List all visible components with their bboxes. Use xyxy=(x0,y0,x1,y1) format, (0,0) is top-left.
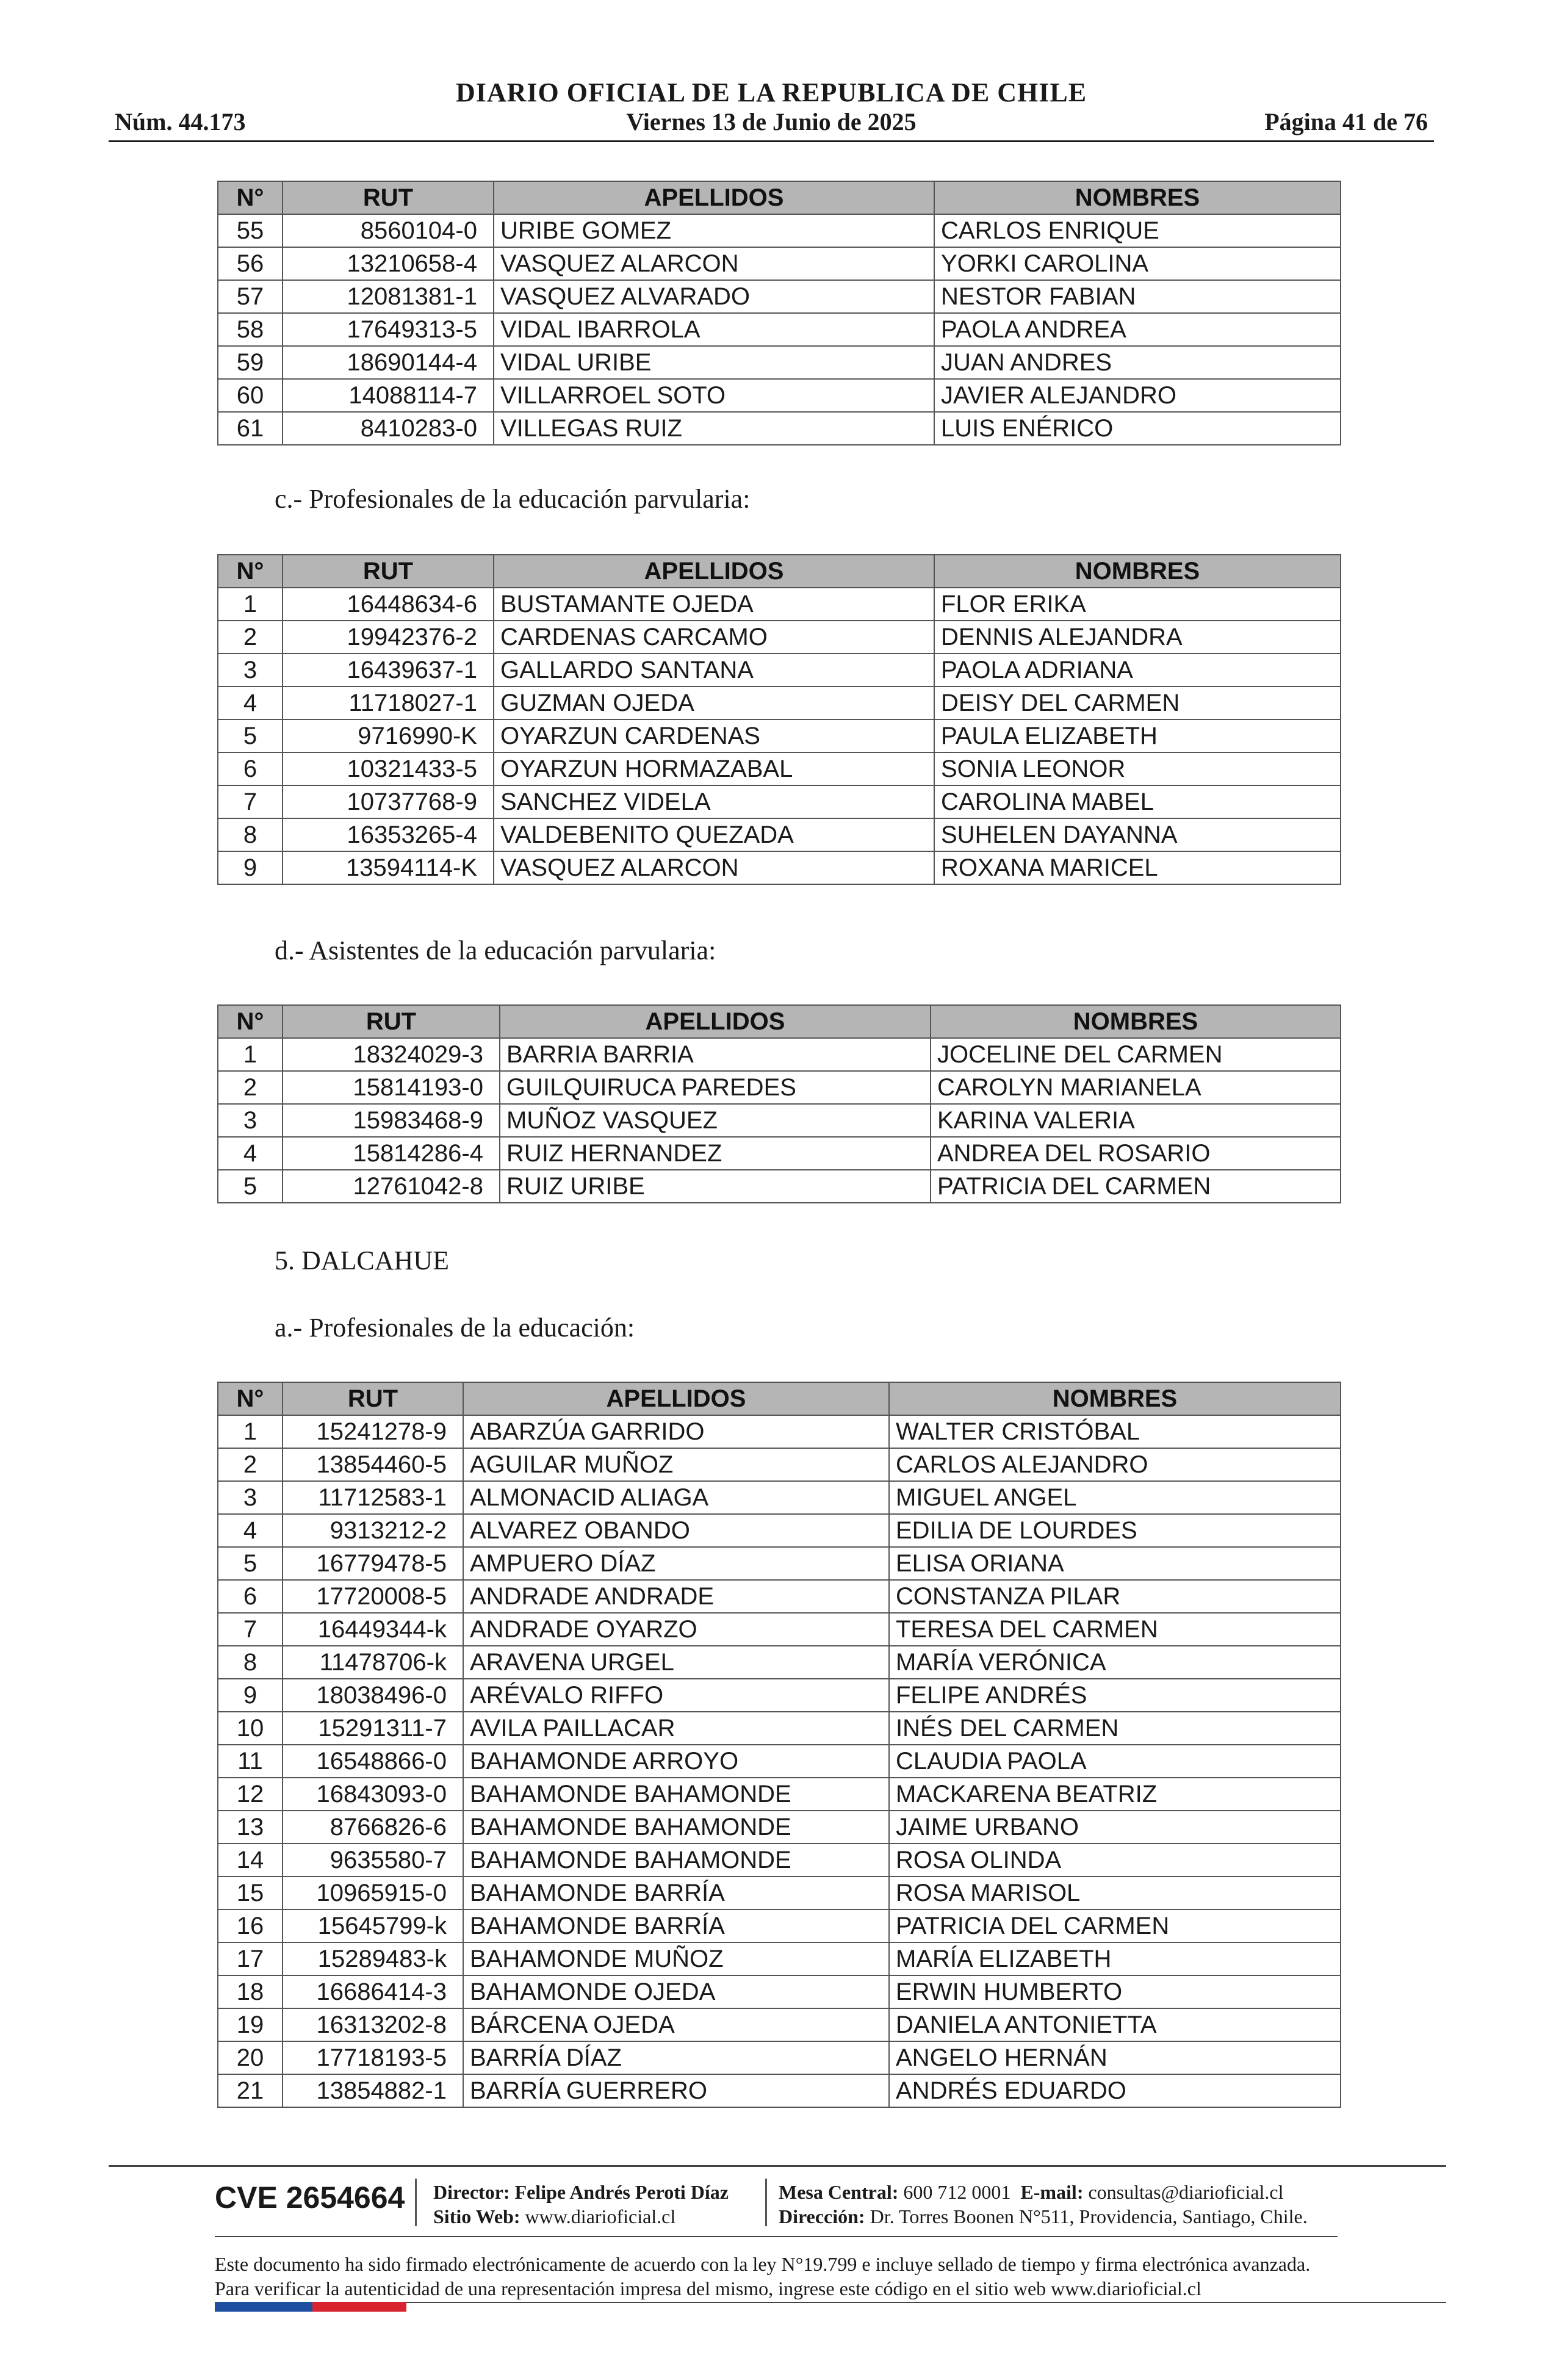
cell-apellidos: VASQUEZ ALARCON xyxy=(494,851,934,884)
col-header-number: N° xyxy=(218,1382,283,1415)
legal-notice: Este documento ha sido firmado electrónicamente de acuerdo con la ley N°19.799 e incluye sellado de tiempo y firma electrónica avanzada. Para verificar la autenticidad de una representación impresa del mismo, ingrese este código en el sitio web www.diarioficial.cl xyxy=(215,2253,1311,2299)
email-label: E-mail: xyxy=(1020,2181,1084,2203)
col-header-nombres: NOMBRES xyxy=(934,555,1341,588)
col-header-apellidos: APELLIDOS xyxy=(494,181,934,214)
cell-nombres: CAROLINA MABEL xyxy=(934,785,1341,818)
cell-number: 3 xyxy=(218,1104,283,1137)
website-label: Sitio Web: xyxy=(433,2205,520,2227)
cell-nombres: ROXANA MARICEL xyxy=(934,851,1341,884)
cell-rut: 16439637-1 xyxy=(283,654,494,687)
cell-number: 8 xyxy=(218,1646,283,1679)
cell-nombres: PAOLA ANDREA xyxy=(934,313,1341,346)
cell-nombres: SUHELEN DAYANNA xyxy=(934,818,1341,851)
mesa-label: Mesa Central: xyxy=(779,2181,899,2203)
cell-nombres: KARINA VALERIA xyxy=(931,1104,1341,1137)
cell-number: 5 xyxy=(218,1170,283,1203)
header-divider xyxy=(109,140,1434,142)
cell-apellidos: CARDENAS CARCAMO xyxy=(494,621,934,654)
cell-nombres: ANDREA DEL ROSARIO xyxy=(931,1137,1341,1170)
section-heading-dalcahue: 5. DALCAHUE xyxy=(275,1246,449,1275)
cell-rut: 9635580-7 xyxy=(283,1844,463,1877)
section-heading-d: d.- Asistentes de la educación parvularia: xyxy=(275,936,716,965)
cell-nombres: MARÍA ELIZABETH xyxy=(889,1942,1341,1975)
cell-rut: 11718027-1 xyxy=(283,687,494,719)
cell-nombres: INÉS DEL CARMEN xyxy=(889,1712,1341,1745)
cell-number: 9 xyxy=(218,1679,283,1712)
cell-number: 2 xyxy=(218,621,283,654)
table-row xyxy=(218,2074,1341,2107)
cell-apellidos: BAHAMONDE BAHAMONDE xyxy=(463,1844,889,1877)
col-header-nombres: NOMBRES xyxy=(934,181,1341,214)
footer-bottom-divider xyxy=(406,2302,1446,2303)
cell-nombres: ROSA OLINDA xyxy=(889,1844,1341,1877)
table-row xyxy=(218,412,1341,445)
cell-apellidos: BAHAMONDE OJEDA xyxy=(463,1975,889,2008)
cell-nombres: ANGELO HERNÁN xyxy=(889,2041,1341,2074)
col-header-rut: RUT xyxy=(283,1382,463,1415)
table-row xyxy=(218,1170,1341,1203)
cell-number: 21 xyxy=(218,2074,283,2107)
cell-nombres: ERWIN HUMBERTO xyxy=(889,1975,1341,2008)
table-row xyxy=(218,1877,1341,1909)
table-header-row xyxy=(218,181,1341,214)
cell-number: 3 xyxy=(218,1481,283,1514)
cell-nombres: JAVIER ALEJANDRO xyxy=(934,379,1341,412)
table-row xyxy=(218,1613,1341,1646)
address-text: Dr. Torres Boonen N°511, Providencia, Santiago, Chile. xyxy=(870,2205,1308,2227)
cell-nombres: PAULA ELIZABETH xyxy=(934,719,1341,752)
col-header-nombres: NOMBRES xyxy=(931,1005,1341,1038)
mesa-phone: 600 712 0001 xyxy=(903,2181,1011,2203)
director-name: Felipe Andrés Peroti Díaz xyxy=(514,2181,729,2203)
cell-apellidos: BAHAMONDE MUÑOZ xyxy=(463,1942,889,1975)
cell-nombres: PAOLA ADRIANA xyxy=(934,654,1341,687)
cell-number: 14 xyxy=(218,1844,283,1877)
cell-nombres: JUAN ANDRES xyxy=(934,346,1341,379)
cell-apellidos: ANDRADE ANDRADE xyxy=(463,1580,889,1613)
cell-nombres: CARLOS ENRIQUE xyxy=(934,214,1341,247)
table-parvularia-profesionales xyxy=(217,554,1341,885)
col-header-number: N° xyxy=(218,181,283,214)
cell-rut: 16779478-5 xyxy=(283,1547,463,1580)
cell-apellidos: BAHAMONDE BARRÍA xyxy=(463,1909,889,1942)
cell-number: 60 xyxy=(218,379,283,412)
cell-nombres: ELISA ORIANA xyxy=(889,1547,1341,1580)
table-row xyxy=(218,1137,1341,1170)
cell-apellidos: BAHAMONDE BAHAMONDE xyxy=(463,1811,889,1844)
cell-number: 10 xyxy=(218,1712,283,1745)
page-number: Página 41 de 76 xyxy=(1264,108,1428,135)
table-row xyxy=(218,1514,1341,1547)
col-header-apellidos: APELLIDOS xyxy=(500,1005,931,1038)
cell-number: 5 xyxy=(218,719,283,752)
cell-apellidos: VIDAL IBARROLA xyxy=(494,313,934,346)
table-row xyxy=(218,214,1341,247)
cell-rut: 12761042-8 xyxy=(283,1170,500,1203)
cell-rut: 10321433-5 xyxy=(283,752,494,785)
table-dalcahue-profesionales xyxy=(217,1382,1341,2108)
cell-nombres: FELIPE ANDRÉS xyxy=(889,1679,1341,1712)
cell-apellidos: RUIZ URIBE xyxy=(500,1170,931,1203)
cell-apellidos: URIBE GOMEZ xyxy=(494,214,934,247)
cell-apellidos: GUZMAN OJEDA xyxy=(494,687,934,719)
cell-apellidos: ARAVENA URGEL xyxy=(463,1646,889,1679)
cell-rut: 13854460-5 xyxy=(283,1448,463,1481)
cell-nombres: CARLOS ALEJANDRO xyxy=(889,1448,1341,1481)
table-row xyxy=(218,313,1341,346)
cell-rut: 16353265-4 xyxy=(283,818,494,851)
cell-apellidos: VASQUEZ ALARCON xyxy=(494,247,934,280)
cell-rut: 18038496-0 xyxy=(283,1679,463,1712)
flag-stripe-red xyxy=(312,2302,406,2312)
cell-number: 15 xyxy=(218,1877,283,1909)
page-header xyxy=(109,72,1434,145)
cell-rut: 19942376-2 xyxy=(283,621,494,654)
table-row xyxy=(218,1811,1341,1844)
cell-apellidos: BAHAMONDE BAHAMONDE xyxy=(463,1778,889,1811)
cell-nombres: MARÍA VERÓNICA xyxy=(889,1646,1341,1679)
table-row xyxy=(218,818,1341,851)
cell-nombres: ROSA MARISOL xyxy=(889,1877,1341,1909)
cell-rut: 10737768-9 xyxy=(283,785,494,818)
cell-apellidos: BARRIA BARRIA xyxy=(500,1038,931,1071)
cell-apellidos: ARÉVALO RIFFO xyxy=(463,1679,889,1712)
cell-rut: 8560104-0 xyxy=(283,214,494,247)
cell-rut: 16843093-0 xyxy=(283,1778,463,1811)
table-row xyxy=(218,1712,1341,1745)
cell-apellidos: GALLARDO SANTANA xyxy=(494,654,934,687)
cell-nombres: PATRICIA DEL CARMEN xyxy=(931,1170,1341,1203)
cell-apellidos: SANCHEZ VIDELA xyxy=(494,785,934,818)
cell-nombres: JAIME URBANO xyxy=(889,1811,1341,1844)
cell-apellidos: OYARZUN CARDENAS xyxy=(494,719,934,752)
table-row xyxy=(218,346,1341,379)
cell-nombres: CLAUDIA PAOLA xyxy=(889,1745,1341,1778)
table-row xyxy=(218,1104,1341,1137)
cell-number: 61 xyxy=(218,412,283,445)
cell-number: 5 xyxy=(218,1547,283,1580)
cell-apellidos: VILLARROEL SOTO xyxy=(494,379,934,412)
cell-rut: 13594114-K xyxy=(283,851,494,884)
table-row xyxy=(218,1448,1341,1481)
cell-apellidos: AGUILAR MUÑOZ xyxy=(463,1448,889,1481)
footer-separator xyxy=(765,2179,767,2226)
cell-number: 13 xyxy=(218,1811,283,1844)
cell-rut: 15289483-k xyxy=(283,1942,463,1975)
table-row xyxy=(218,2008,1341,2041)
cell-nombres: EDILIA DE LOURDES xyxy=(889,1514,1341,1547)
cell-nombres: NESTOR FABIAN xyxy=(934,280,1341,313)
cve-code: CVE 2654664 xyxy=(215,2180,405,2215)
cell-nombres: SONIA LEONOR xyxy=(934,752,1341,785)
cell-rut: 14088114-7 xyxy=(283,379,494,412)
cell-number: 17 xyxy=(218,1942,283,1975)
cell-rut: 10965915-0 xyxy=(283,1877,463,1909)
cell-apellidos: BAHAMONDE BARRÍA xyxy=(463,1877,889,1909)
cell-number: 12 xyxy=(218,1778,283,1811)
cell-apellidos: AVILA PAILLACAR xyxy=(463,1712,889,1745)
cell-rut: 16449344-k xyxy=(283,1613,463,1646)
cell-rut: 15291311-7 xyxy=(283,1712,463,1745)
footer-director-block xyxy=(433,2180,729,2229)
cell-number: 2 xyxy=(218,1448,283,1481)
cell-apellidos: ALMONACID ALIAGA xyxy=(463,1481,889,1514)
table-row xyxy=(218,1942,1341,1975)
issue-number: Núm. 44.173 xyxy=(115,108,246,135)
cell-nombres: LUIS ENÉRICO xyxy=(934,412,1341,445)
table-row xyxy=(218,280,1341,313)
cell-apellidos: BÁRCENA OJEDA xyxy=(463,2008,889,2041)
section-heading-c: c.- Profesionales de la educación parvularia: xyxy=(275,484,751,514)
table-row xyxy=(218,1071,1341,1104)
table-row xyxy=(218,719,1341,752)
cell-rut: 17649313-5 xyxy=(283,313,494,346)
table-row xyxy=(218,1778,1341,1811)
table-row xyxy=(218,247,1341,280)
cell-number: 4 xyxy=(218,1514,283,1547)
cell-number: 7 xyxy=(218,785,283,818)
cell-number: 6 xyxy=(218,752,283,785)
table-row xyxy=(218,1909,1341,1942)
table-row xyxy=(218,1580,1341,1613)
table-row xyxy=(218,2041,1341,2074)
cell-nombres: MIGUEL ANGEL xyxy=(889,1481,1341,1514)
table-row xyxy=(218,1038,1341,1071)
issue-date: Viernes 13 de Junio de 2025 xyxy=(626,108,917,135)
col-header-rut: RUT xyxy=(283,1005,500,1038)
table-row xyxy=(218,1547,1341,1580)
cell-number: 4 xyxy=(218,1137,283,1170)
cell-apellidos: BARRÍA DÍAZ xyxy=(463,2041,889,2074)
cell-nombres: ANDRÉS EDUARDO xyxy=(889,2074,1341,2107)
cell-rut: 9313212-2 xyxy=(283,1514,463,1547)
table-row xyxy=(218,1975,1341,2008)
cell-nombres: FLOR ERIKA xyxy=(934,588,1341,621)
col-header-apellidos: APELLIDOS xyxy=(494,555,934,588)
table-row xyxy=(218,621,1341,654)
cell-rut: 17718193-5 xyxy=(283,2041,463,2074)
cell-apellidos: ANDRADE OYARZO xyxy=(463,1613,889,1646)
cell-nombres: DENNIS ALEJANDRA xyxy=(934,621,1341,654)
cell-rut: 16448634-6 xyxy=(283,588,494,621)
col-header-rut: RUT xyxy=(283,181,494,214)
col-header-number: N° xyxy=(218,1005,283,1038)
cell-number: 56 xyxy=(218,247,283,280)
cell-nombres: CAROLYN MARIANELA xyxy=(931,1071,1341,1104)
col-header-apellidos: APELLIDOS xyxy=(463,1382,889,1415)
table-header-row xyxy=(218,1005,1341,1038)
cell-apellidos: BUSTAMANTE OJEDA xyxy=(494,588,934,621)
cell-rut: 11478706-k xyxy=(283,1646,463,1679)
cell-number: 7 xyxy=(218,1613,283,1646)
cell-rut: 13210658-4 xyxy=(283,247,494,280)
cell-number: 1 xyxy=(218,1038,283,1071)
cell-apellidos: VIDAL URIBE xyxy=(494,346,934,379)
cell-number: 18 xyxy=(218,1975,283,2008)
cell-apellidos: MUÑOZ VASQUEZ xyxy=(500,1104,931,1137)
cell-rut: 15814193-0 xyxy=(283,1071,500,1104)
cell-nombres: PATRICIA DEL CARMEN xyxy=(889,1909,1341,1942)
email-link[interactable]: consultas@diarioficial.cl xyxy=(1088,2181,1284,2203)
cell-rut: 15241278-9 xyxy=(283,1415,463,1448)
cell-number: 57 xyxy=(218,280,283,313)
table-row xyxy=(218,1415,1341,1448)
cell-nombres: DANIELA ANTONIETTA xyxy=(889,2008,1341,2041)
cell-apellidos: ABARZÚA GARRIDO xyxy=(463,1415,889,1448)
cell-nombres: TERESA DEL CARMEN xyxy=(889,1613,1341,1646)
cell-apellidos: GUILQUIRUCA PAREDES xyxy=(500,1071,931,1104)
table-row xyxy=(218,785,1341,818)
cell-number: 6 xyxy=(218,1580,283,1613)
flag-stripe-blue xyxy=(215,2302,312,2312)
table-row xyxy=(218,687,1341,719)
footer-separator xyxy=(415,2179,417,2226)
cell-number: 2 xyxy=(218,1071,283,1104)
cell-rut: 16548866-0 xyxy=(283,1745,463,1778)
cell-apellidos: ALVAREZ OBANDO xyxy=(463,1514,889,1547)
footer-contact-block xyxy=(779,2180,1308,2229)
table-header-row xyxy=(218,1382,1341,1415)
cell-apellidos: RUIZ HERNANDEZ xyxy=(500,1137,931,1170)
cell-apellidos: VALDEBENITO QUEZADA xyxy=(494,818,934,851)
cell-number: 55 xyxy=(218,214,283,247)
website-link[interactable]: www.diarioficial.cl xyxy=(525,2205,676,2227)
cell-rut: 15645799-k xyxy=(283,1909,463,1942)
cell-number: 8 xyxy=(218,818,283,851)
table-row xyxy=(218,1745,1341,1778)
cell-apellidos: VASQUEZ ALVARADO xyxy=(494,280,934,313)
cell-rut: 15983468-9 xyxy=(283,1104,500,1137)
cell-apellidos: OYARZUN HORMAZABAL xyxy=(494,752,934,785)
table-row xyxy=(218,654,1341,687)
table-row xyxy=(218,1844,1341,1877)
cell-rut: 17720008-5 xyxy=(283,1580,463,1613)
table-row xyxy=(218,851,1341,884)
cell-number: 59 xyxy=(218,346,283,379)
col-header-rut: RUT xyxy=(283,555,494,588)
cell-nombres: YORKI CAROLINA xyxy=(934,247,1341,280)
cell-nombres: DEISY DEL CARMEN xyxy=(934,687,1341,719)
cell-number: 20 xyxy=(218,2041,283,2074)
cell-nombres: WALTER CRISTÓBAL xyxy=(889,1415,1341,1448)
cell-rut: 13854882-1 xyxy=(283,2074,463,2107)
footer-mid-divider xyxy=(215,2236,1338,2237)
col-header-number: N° xyxy=(218,555,283,588)
table-parvularia-asistentes xyxy=(217,1004,1341,1203)
cell-number: 58 xyxy=(218,313,283,346)
address-label: Dirección: xyxy=(779,2205,865,2227)
cell-rut: 8766826-6 xyxy=(283,1811,463,1844)
cell-number: 1 xyxy=(218,588,283,621)
table-row xyxy=(218,1646,1341,1679)
footer-top-divider xyxy=(109,2165,1446,2167)
cell-nombres: MACKARENA BEATRIZ xyxy=(889,1778,1341,1811)
table-row xyxy=(218,1679,1341,1712)
cell-number: 9 xyxy=(218,851,283,884)
cell-nombres: CONSTANZA PILAR xyxy=(889,1580,1341,1613)
cell-rut: 8410283-0 xyxy=(283,412,494,445)
cell-number: 3 xyxy=(218,654,283,687)
col-header-nombres: NOMBRES xyxy=(889,1382,1341,1415)
table-continued xyxy=(217,181,1341,445)
cell-rut: 12081381-1 xyxy=(283,280,494,313)
cell-rut: 9716990-K xyxy=(283,719,494,752)
cell-apellidos: BARRÍA GUERRERO xyxy=(463,2074,889,2107)
table-row xyxy=(218,588,1341,621)
cell-nombres: JOCELINE DEL CARMEN xyxy=(931,1038,1341,1071)
cell-apellidos: BAHAMONDE ARROYO xyxy=(463,1745,889,1778)
table-row xyxy=(218,752,1341,785)
cell-number: 1 xyxy=(218,1415,283,1448)
cell-number: 4 xyxy=(218,687,283,719)
cell-number: 19 xyxy=(218,2008,283,2041)
cell-rut: 11712583-1 xyxy=(283,1481,463,1514)
cell-rut: 18690144-4 xyxy=(283,346,494,379)
table-row xyxy=(218,379,1341,412)
cell-apellidos: VILLEGAS RUIZ xyxy=(494,412,934,445)
cell-apellidos: AMPUERO DÍAZ xyxy=(463,1547,889,1580)
section-heading-a: a.- Profesionales de la educación: xyxy=(275,1313,635,1343)
cell-number: 11 xyxy=(218,1745,283,1778)
table-header-row xyxy=(218,555,1341,588)
publication-title: DIARIO OFICIAL DE LA REPUBLICA DE CHILE xyxy=(455,78,1087,107)
cell-rut: 18324029-3 xyxy=(283,1038,500,1071)
table-row xyxy=(218,1481,1341,1514)
cell-rut: 15814286-4 xyxy=(283,1137,500,1170)
cell-number: 16 xyxy=(218,1909,283,1942)
cell-rut: 16313202-8 xyxy=(283,2008,463,2041)
cell-rut: 16686414-3 xyxy=(283,1975,463,2008)
director-label: Director: xyxy=(433,2181,510,2203)
